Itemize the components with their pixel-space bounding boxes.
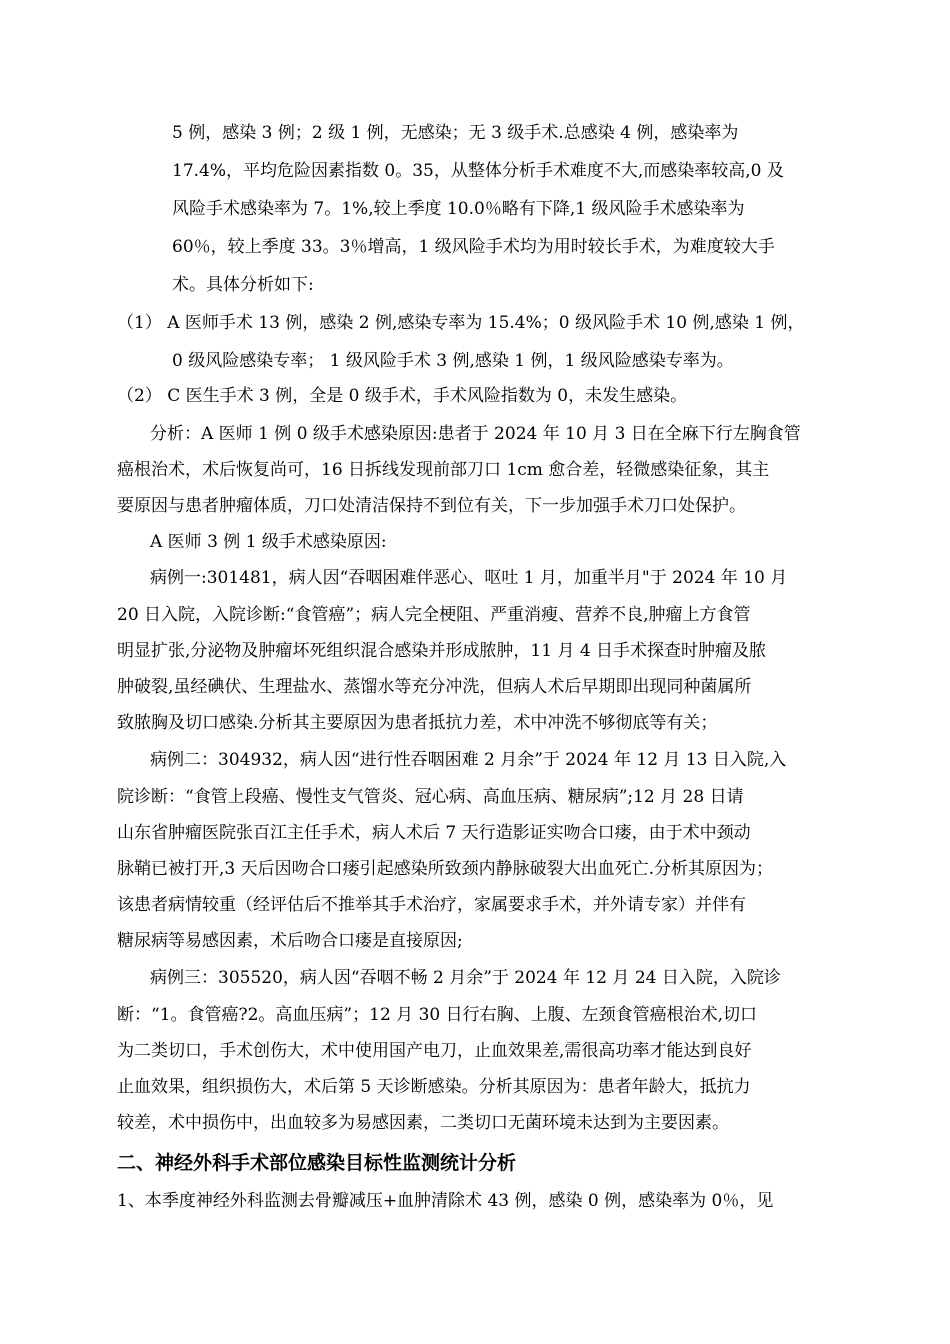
text-line: 17.4%，平均危险因素指数 0。35，从整体分析手术难度不大,而感染率较高,0 及	[172, 161, 784, 181]
text-line: 要原因与患者肿瘤体质，刀口处清洁保持不到位有关，下一步加强手术刀口处保护。	[117, 496, 746, 516]
text-line: 脉鞘已被打开,3 天后因吻合口瘘引起感染所致颈内静脉破裂大出血死亡.分析其原因为；	[117, 859, 774, 879]
text-line: 糖尿病等易感因素，术后吻合口瘘是直接原因;	[117, 931, 463, 951]
text-line: 20 日入院，入院诊断:“食管癌”；病人完全梗阻、严重消瘦、营养不良,肿瘤上方食管	[117, 605, 751, 625]
text-line: 较差，术中损伤中，出血较多为易感因素，二类切口无菌环境未达到为主要因素。	[117, 1113, 729, 1133]
text-line: 为二类切口，手术创伤大，术中使用国产电刀，止血效果差,需很高功率才能达到良好	[117, 1041, 752, 1061]
text-line: 院诊断：“食管上段癌、慢性支气管炎、冠心病、高血压病、糖尿病”;12 月 28 日请	[117, 787, 744, 807]
text-line: 明显扩张,分泌物及肿瘤坏死组织混合感染并形成脓肿，11 月 4 日手术探查时肿瘤及脓	[117, 641, 767, 661]
text-line: 断：“1。食管癌?2。高血压病”；12 月 30 日行右胸、上腹、左颈食管癌根治术,切口	[117, 1005, 758, 1025]
text-line: （1） A 医师手术 13 例，感染 2 例,感染专率为 15.4%；0 级风险手术 10 例,感染 1 例，	[117, 313, 805, 333]
text-line: 风险手术感染率为 7。1%,较上季度 10.0％略有下降,1 级风险手术感染率为	[172, 199, 745, 219]
section-heading: 二、神经外科手术部位感染目标性监测统计分析	[117, 1152, 517, 1174]
text-line: 5 例，感染 3 例；2 级 1 例，无感染；无 3 级手术.总感染 4 例，感染率为	[172, 123, 739, 143]
text-line: 该患者病情较重（经评估后不推举其手术治疗，家属要求手术，并外请专家）并伴有	[117, 895, 746, 915]
text-line: 致脓胸及切口感染.分析其主要原因为患者抵抗力差，术中冲洗不够彻底等有关；	[117, 713, 718, 733]
text-line: 癌根治术，术后恢复尚可，16 日拆线发现前部刀口 1cm 愈合差，轻微感染征象，其主	[117, 460, 770, 480]
text-line: 术。具体分析如下:	[172, 275, 314, 295]
text-line: 病例二：304932，病人因“进行性吞咽困难 2 月余”于 2024 年 12 月 13 日入院,入	[150, 750, 787, 770]
text-line: （2） C 医生手术 3 例，全是 0 级手术，手术风险指数为 0，未发生感染。	[117, 386, 688, 406]
text-line: 止血效果，组织损伤大，术后第 5 天诊断感染。分析其原因为：患者年龄大，抵抗力	[117, 1077, 751, 1097]
text-line: A 医师 3 例 1 级手术感染原因:	[150, 532, 387, 552]
text-line: 山东省肿瘤医院张百江主任手术，病人术后 7 天行造影证实吻合口瘘，由于术中颈动	[117, 823, 751, 843]
text-line: 病例三：305520，病人因“吞咽不畅 2 月余”于 2024 年 12 月 24 日入院，入院诊	[150, 968, 781, 988]
text-line: 60％，较上季度 33。3％增高，1 级风险手术均为用时较长手术，为难度较大手	[172, 237, 775, 257]
text-line: 分析：A 医师 1 例 0 级手术感染原因:患者于 2024 年 10 月 3 日在全麻下行左胸食管	[150, 424, 801, 444]
text-line: 肿破裂,虽经碘伏、生理盐水、蒸馏水等充分冲洗，但病人术后早期即出现同种菌属所	[117, 677, 752, 697]
text-line: 病例一:301481，病人因“吞咽困难伴恶心、呕吐 1 月，加重半月"于 2024 年 10 月	[150, 568, 788, 588]
text-line: 1、本季度神经外科监测去骨瓣减压+血肿清除术 43 例，感染 0 例，感染率为 0％，见	[117, 1191, 774, 1211]
text-line: 0 级风险感染专率； 1 级风险手术 3 例,感染 1 例，1 级风险感染专率为。	[172, 351, 734, 371]
